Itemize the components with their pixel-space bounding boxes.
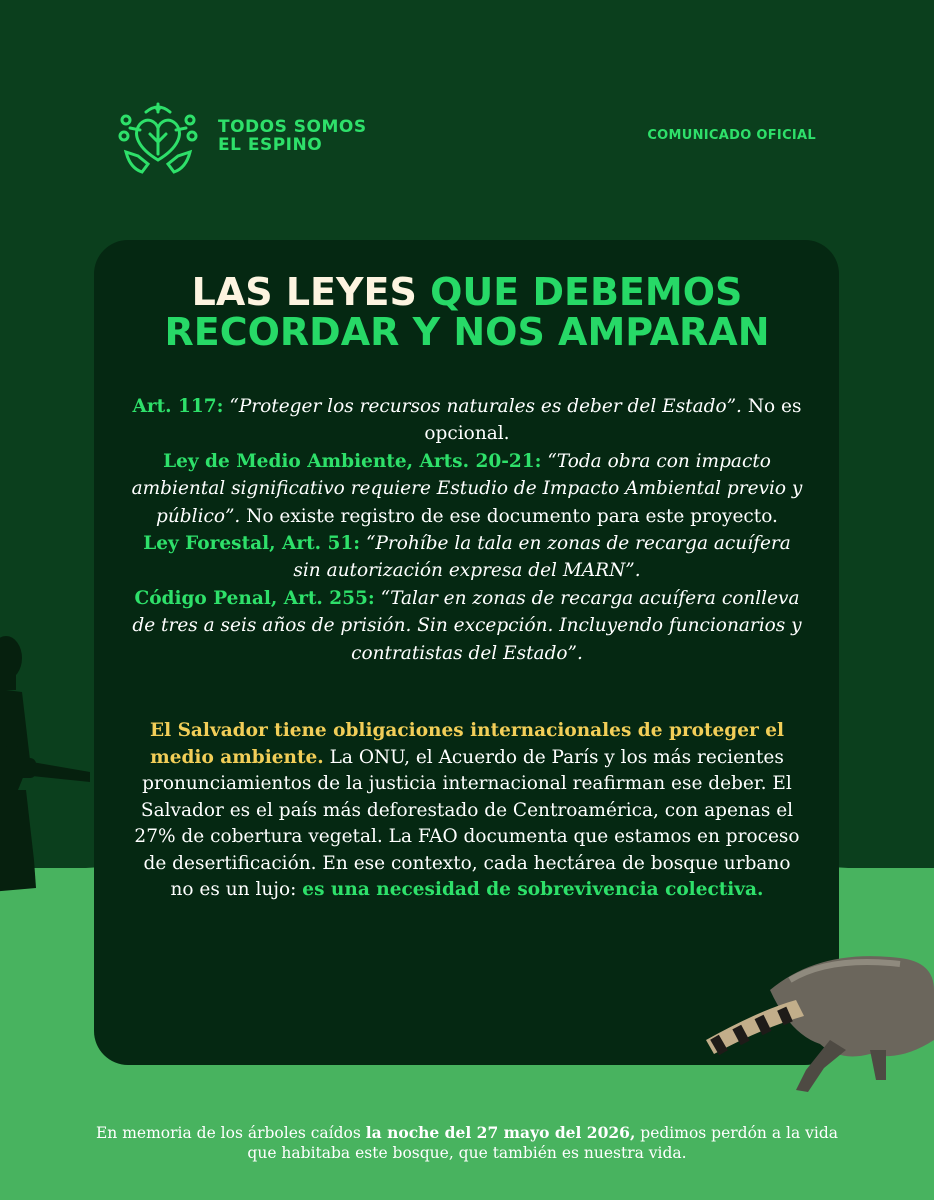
law-label: Ley Forestal, Art. 51: — [143, 533, 361, 555]
law-label: Código Penal, Art. 255: — [134, 587, 375, 609]
footer-memorial — [80, 1123, 854, 1163]
raccoon-photo — [700, 950, 934, 1100]
headline-white: LAS LEYES — [191, 270, 417, 314]
body-closing: es una necesidad de sobrevivencia colectiva. — [302, 879, 764, 900]
laws-list — [130, 393, 804, 667]
law-item — [130, 448, 804, 530]
official-tag: COMUNICADO OFICIAL — [647, 128, 816, 143]
body-highlight: El Salvador tiene obligaciones internacionales de proteger el medio ambiente. — [150, 720, 784, 768]
law-quote: “Toda obra con impacto ambiental significativo requiere Estudio de Impacto Ambiental previo y público”. — [131, 450, 803, 527]
law-note: No es opcional. — [424, 396, 802, 445]
brand-line-1: TODOS SOMOS — [218, 117, 367, 137]
brand-line-2: EL ESPINO — [218, 135, 323, 155]
headline-green-2: RECORDAR Y NOS AMPARAN — [164, 310, 770, 354]
headline-line-1 — [0, 272, 934, 312]
footer-date: la noche del 27 mayo del 2026, — [365, 1123, 636, 1142]
law-quote: “Talar en zonas de recarga acuífera conlleva de tres a seis años de prisión. Sin excepción. Incluyendo funcionarios y contratistas del Estado”. — [132, 587, 802, 664]
chainsaw-worker-silhouette — [0, 630, 95, 900]
headline-green-1: QUE DEBEMOS — [430, 270, 743, 314]
law-item — [130, 530, 804, 585]
law-quote: “Prohíbe la tala en zonas de recarga acuífera sin autorización expresa del MARN”. — [293, 533, 791, 582]
law-label: Ley de Medio Ambiente, Arts. 20-21: — [163, 450, 542, 472]
law-item — [130, 393, 804, 448]
law-note: No existe registro de ese documento para este proyecto. — [246, 505, 778, 527]
footer-pre: En memoria de los árboles caídos — [95, 1124, 361, 1142]
law-quote: “Proteger los recursos naturales es deber del Estado”. — [229, 396, 742, 417]
headline — [0, 272, 934, 352]
law-label: Art. 117: — [132, 396, 224, 417]
body-text: La ONU, el Acuerdo de París y los más recientes pronunciamientos de la justicia internacional reafirman ese deber. El Salvador es el país más deforestado de Centroamérica, con apenas el 27% de cobertura vegetal. La FAO documenta que estamos en proceso de desertificación. En ese contexto, cada hectárea de bosque urbano no es un lujo: — [134, 746, 800, 900]
body-paragraph — [130, 718, 804, 904]
footer-post: pedimos perdón a la vida que habitaba este bosque, que también es nuestra vida. — [247, 1124, 839, 1162]
brand-name — [218, 118, 367, 154]
tree-heart-hands-icon — [118, 98, 198, 178]
law-item — [130, 585, 804, 667]
